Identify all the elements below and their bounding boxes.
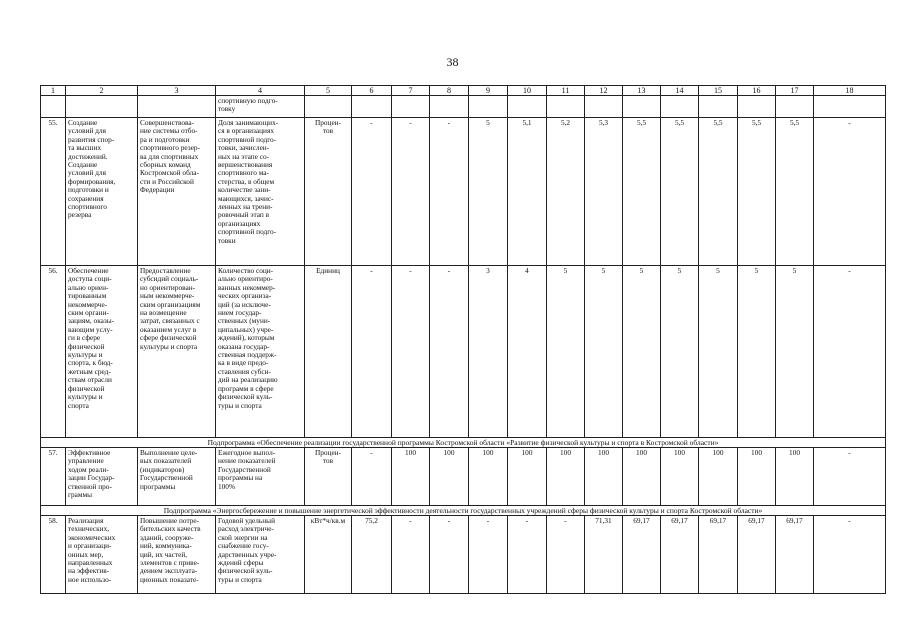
unit-cell: Процен- тов: [305, 448, 352, 506]
value-cell: -: [352, 266, 392, 438]
value-cell: -: [430, 516, 469, 594]
value-cell: -: [469, 516, 508, 594]
subprogram-row: [41, 438, 886, 448]
value-cell: 5: [469, 118, 508, 266]
value-cell: -: [352, 448, 392, 506]
value-cell: 5: [547, 266, 585, 438]
column-number: 14: [661, 86, 699, 96]
value-cell: -: [814, 266, 886, 438]
value-cell: 5,5: [623, 118, 661, 266]
value-cell: -: [392, 516, 430, 594]
row-number-cell: [41, 96, 66, 118]
content-cell: Совершенствова- ние системы отбо- ра и подготовки спортивного резер- ва для спортивных сборных команд Костромской обла- сти и Российской Федерации: [138, 118, 216, 266]
value-cell: 100: [738, 448, 776, 506]
measure-cell: Эффективное управление ходом реали- зации Государ- ственной про- граммы: [66, 448, 138, 506]
measure-cell: Создание условий для развития спор- та высших достижений. Создание условий для формирования, подготовки и сохранения спортивного резерва: [66, 118, 138, 266]
row-number-cell: 58.: [41, 516, 66, 594]
column-number: 13: [623, 86, 661, 96]
column-number: 18: [814, 86, 886, 96]
column-number: 7: [392, 86, 430, 96]
value-cell: 100: [547, 448, 585, 506]
value-cell: 5: [585, 266, 623, 438]
column-number: 2: [66, 86, 138, 96]
table-row-56: [41, 266, 886, 438]
row-number-cell: 57.: [41, 448, 66, 506]
column-number: 15: [699, 86, 738, 96]
measure-cell: Реализация технических, экономических и организаци- онных мер, направленных на эффектив- ное использо-: [66, 516, 138, 594]
column-number: 12: [585, 86, 623, 96]
column-number: 11: [547, 86, 585, 96]
value-cell: 5,5: [776, 118, 814, 266]
table-row-58: [41, 516, 886, 594]
value-cell: 100: [623, 448, 661, 506]
subprogram-row: [41, 506, 886, 516]
column-number: 17: [776, 86, 814, 96]
unit-cell: кВт*ч/кв.м: [305, 516, 352, 594]
value-cell: 69,17: [623, 516, 661, 594]
measure-cell: Обеспечение доступа соци- ально ориен- тированным некоммерче- ским органи- зациям, оказы- вающим услу- ги в сфере физической культуры и спорта, к бюд- жетным сред- ствам отрасли физической культуры и спорта: [66, 266, 138, 438]
content-cell: Предоставление субсидий социаль- но ориентирован- ным некоммерче- ским организациям на возмещение затрат, связанных с оказанием услуг в сфере физической культуры и спорта: [138, 266, 216, 438]
value-cell: 5: [699, 266, 738, 438]
column-number: 5: [305, 86, 352, 96]
value-cell: 5,3: [585, 118, 623, 266]
value-cell: 100: [469, 448, 508, 506]
value-cell: 100: [585, 448, 623, 506]
value-cell: 5: [661, 266, 699, 438]
content-cell: [138, 96, 216, 118]
value-cell: 5,5: [661, 118, 699, 266]
column-number-row: [41, 86, 886, 96]
page-number: 38: [446, 55, 459, 69]
value-cell: 5: [776, 266, 814, 438]
column-number: 16: [738, 86, 776, 96]
column-number: 8: [430, 86, 469, 96]
table-row-continuation: [41, 96, 886, 118]
value-cell: -: [430, 118, 469, 266]
indicators-table: [40, 85, 886, 594]
value-cell: 5,5: [738, 118, 776, 266]
column-number: 10: [508, 86, 547, 96]
table-row-55: [41, 118, 886, 266]
indicator-cell: Доля занимающих- ся в организациях спортивной подго- товки, зачислен- ных на этапе со- вершенствования спортивного ма- стерства, в общем количестве зани- мающихся, зачис- ленных на трени- ровочный этап в организациях спортивной подго- товки: [216, 118, 305, 266]
value-cell: -: [547, 516, 585, 594]
value-cell: 69,17: [738, 516, 776, 594]
unit-cell: Единиц: [305, 266, 352, 438]
value-cell: -: [392, 266, 430, 438]
table-row-57: [41, 448, 886, 506]
indicator-cell: спортивную подго- товку: [216, 96, 305, 118]
value-cell: 69,17: [699, 516, 738, 594]
indicator-cell: Количество соци- ально ориентиро- ванных некоммер- ческих организа- ций (за исключе- нием государ- ственных (муни- ципальных) учре- ждений), которым оказана государ- ственная поддерж- ка в виде предо- ставления субси- дий на реализацию программ в сфере физической куль- туры и спорта: [216, 266, 305, 438]
column-number: 6: [352, 86, 392, 96]
value-cell: -: [814, 516, 886, 594]
value-cell: -: [814, 118, 886, 266]
measure-cell: [66, 96, 138, 118]
value-cell: -: [392, 118, 430, 266]
unit-cell: Процен- тов: [305, 118, 352, 266]
value-cell: 100: [661, 448, 699, 506]
subprogram-title: Подпрограмма «Обеспечение реализации государственной программы Костромской области «Развитие физической культуры и спорта в Костромской области»: [41, 438, 886, 448]
value-cell: 5: [738, 266, 776, 438]
column-number: 1: [41, 86, 66, 96]
subprogram-title: Подпрограмма «Энергосбережение и повышение энергетической эффективности деятельности государственных учреждений сферы физической культуры и спорта Костромской области»: [41, 506, 886, 516]
value-cell: 69,17: [776, 516, 814, 594]
column-number: 3: [138, 86, 216, 96]
indicator-cell: Ежегодное выпол- нение показателей Государственной программы на 100%: [216, 448, 305, 506]
value-cell: 71,31: [585, 516, 623, 594]
value-cell: 69,17: [661, 516, 699, 594]
content-cell: Выполнение целе- вых показателей (индикаторов) Государственной программы: [138, 448, 216, 506]
value-cell: -: [814, 448, 886, 506]
value-cell: -: [430, 266, 469, 438]
value-cell: 3: [469, 266, 508, 438]
value-cell: 5,5: [699, 118, 738, 266]
value-cell: 100: [392, 448, 430, 506]
value-cell: 75,2: [352, 516, 392, 594]
value-cell: -: [352, 118, 392, 266]
unit-cell: [305, 96, 352, 118]
value-cell: 5: [623, 266, 661, 438]
value-cell: 100: [508, 448, 547, 506]
value-cell: 5,2: [547, 118, 585, 266]
indicator-cell: Годовой удельный расход электриче- ской энергии на снабжение госу- дарственных учре- ждений сферы физической куль- туры и спорта: [216, 516, 305, 594]
column-number: 4: [216, 86, 305, 96]
content-cell: Повышение потре- бительских качеств зданий, сооруже- ний, коммуника- ций, их частей, элементов с приве- дением эксплуата- ционных показате-: [138, 516, 216, 594]
value-cell: 4: [508, 266, 547, 438]
column-number: 9: [469, 86, 508, 96]
value-cell: 100: [776, 448, 814, 506]
value-cell: 5,1: [508, 118, 547, 266]
row-number-cell: 55.: [41, 118, 66, 266]
value-cell: -: [508, 516, 547, 594]
value-cell: 100: [699, 448, 738, 506]
row-number-cell: 56.: [41, 266, 66, 438]
value-cell: 100: [430, 448, 469, 506]
